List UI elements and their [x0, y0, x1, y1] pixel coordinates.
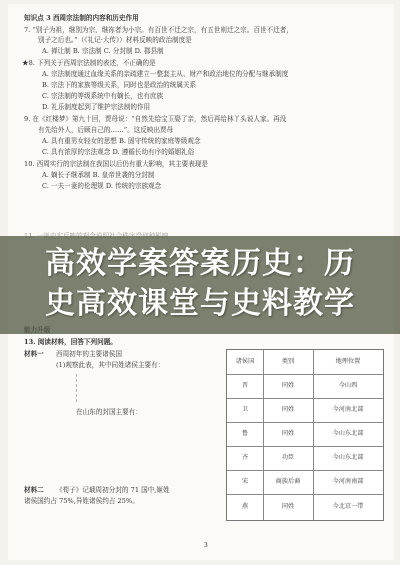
q7-options: A. 禅让制 B. 宗法制 C. 分封制 D. 郡县制	[42, 47, 164, 55]
q8-option-d: D. 礼乐制度起到了维护宗法制的作用	[42, 103, 151, 111]
table-cell: 同姓	[281, 503, 295, 510]
table-divider	[227, 374, 383, 375]
table-divider	[227, 422, 383, 423]
table-cell: 今山东北部	[332, 430, 364, 437]
q10-stem: 10. 西周实行的宗法制在我国以后仍有重大影响，其主要表现是	[24, 160, 209, 168]
table-header-category: 类别	[281, 358, 295, 365]
q8-option-a: A. 宗法制度通过血缘关系的亲疏建立一整套主从、财产和政治地位的分配与继承制度	[42, 70, 289, 78]
q9-options-ab: A. 具有重男女轻女的思想 B. 固守传统的家庭等级观念	[42, 137, 201, 145]
answer-space	[76, 374, 205, 402]
table-cell: 今山东北部	[332, 454, 364, 461]
q9-options-cd: C. 具有浓厚的宗法观念 D. 遵循长幼有序的婚姻礼俗	[42, 148, 195, 156]
section-title: 知识点 3 西周宗法制的内容和历史作用	[24, 14, 139, 22]
table-cell: 今山西	[338, 382, 358, 389]
material-2-label: 材料二	[24, 486, 44, 494]
table-cell: 卫	[241, 406, 249, 413]
material-1-question-2: 在山东的封国主要有：	[76, 408, 142, 416]
table-cell: 今北京一带	[332, 503, 364, 510]
banner-title-line-2: 史高效课堂与史料教学	[45, 286, 355, 321]
table-cell: 同姓	[281, 430, 295, 437]
material-1-label: 材料一	[24, 350, 44, 358]
table-cell: 鲁	[241, 430, 249, 437]
q7-line-2: 别子之后也。”（《礼记·大传》）材料反映的政治制度是	[38, 36, 192, 44]
table-cell: 同姓	[281, 382, 295, 389]
material-1-question-1: (1)观察此表，其中同姓诸侯主要有：	[56, 361, 165, 369]
table-cell: 晋	[241, 382, 249, 389]
q13-stem: 13. 阅读材料，回答下列问题。	[24, 338, 117, 346]
q10-options-cd: C. 一夫一妻的伦理规 D. 传统的宗族观念	[42, 182, 162, 190]
q8-option-c: C. 宗法制的等级系统中有嫡长，也有庶族	[42, 92, 164, 100]
table-cell: 同姓	[281, 406, 295, 413]
q10-options-ab: A. 嫡长子继承制 B. 皇帝世袭的分封制	[42, 171, 155, 179]
table-header-location: 地理位置	[335, 358, 361, 365]
q8-stem: ★8. 下列关于西周宗法制的表述，不正确的是	[22, 59, 156, 67]
table-cell: 商族后裔	[275, 478, 301, 485]
table-divider	[227, 398, 383, 399]
table-divider	[227, 494, 383, 495]
table-cell: 功臣	[281, 454, 295, 461]
page-number: 3	[204, 542, 208, 549]
material-2-text-2: 诸侯国约占 75%,异姓诸侯约占 25%。	[24, 497, 139, 505]
table-cell: 齐	[241, 454, 249, 461]
q7-line-1: 7. “别子为祖，继别为宗，继祢者为小宗。有百世不迁之宗，有五世则迁之宗。百世不迁者，	[24, 26, 293, 34]
title-banner	[0, 236, 400, 334]
table-cell: 燕	[241, 503, 249, 510]
table-header-state: 诸侯国	[235, 358, 255, 365]
banner-title-line-1: 高效学案答案历史：历	[45, 246, 355, 281]
table-divider	[227, 470, 383, 471]
table-cell: 今河南南部	[332, 478, 364, 485]
table-cell: 宋	[241, 478, 249, 485]
material-1-title: 西周初年的主要诸侯国	[56, 350, 122, 358]
table-divider	[227, 446, 383, 447]
q9-line-2: 有先给外人，后顾自己的……”。这反映出贾母	[38, 126, 174, 134]
material-2-text-1: 《荀子》记载周初分封的 71 国中,姬姓	[56, 486, 170, 494]
vassal-states-table	[226, 349, 384, 521]
q9-line-1: 9. 在《红楼梦》第九十回，贾母说：“自然先给宝玉娶了亲，然后再给林丫头说人家。再没	[24, 115, 287, 123]
q8-option-b: B. 宗法下的家族等级关系，同时也是政治的统属关系	[42, 81, 197, 89]
table-cell: 今河南北部	[332, 406, 364, 413]
